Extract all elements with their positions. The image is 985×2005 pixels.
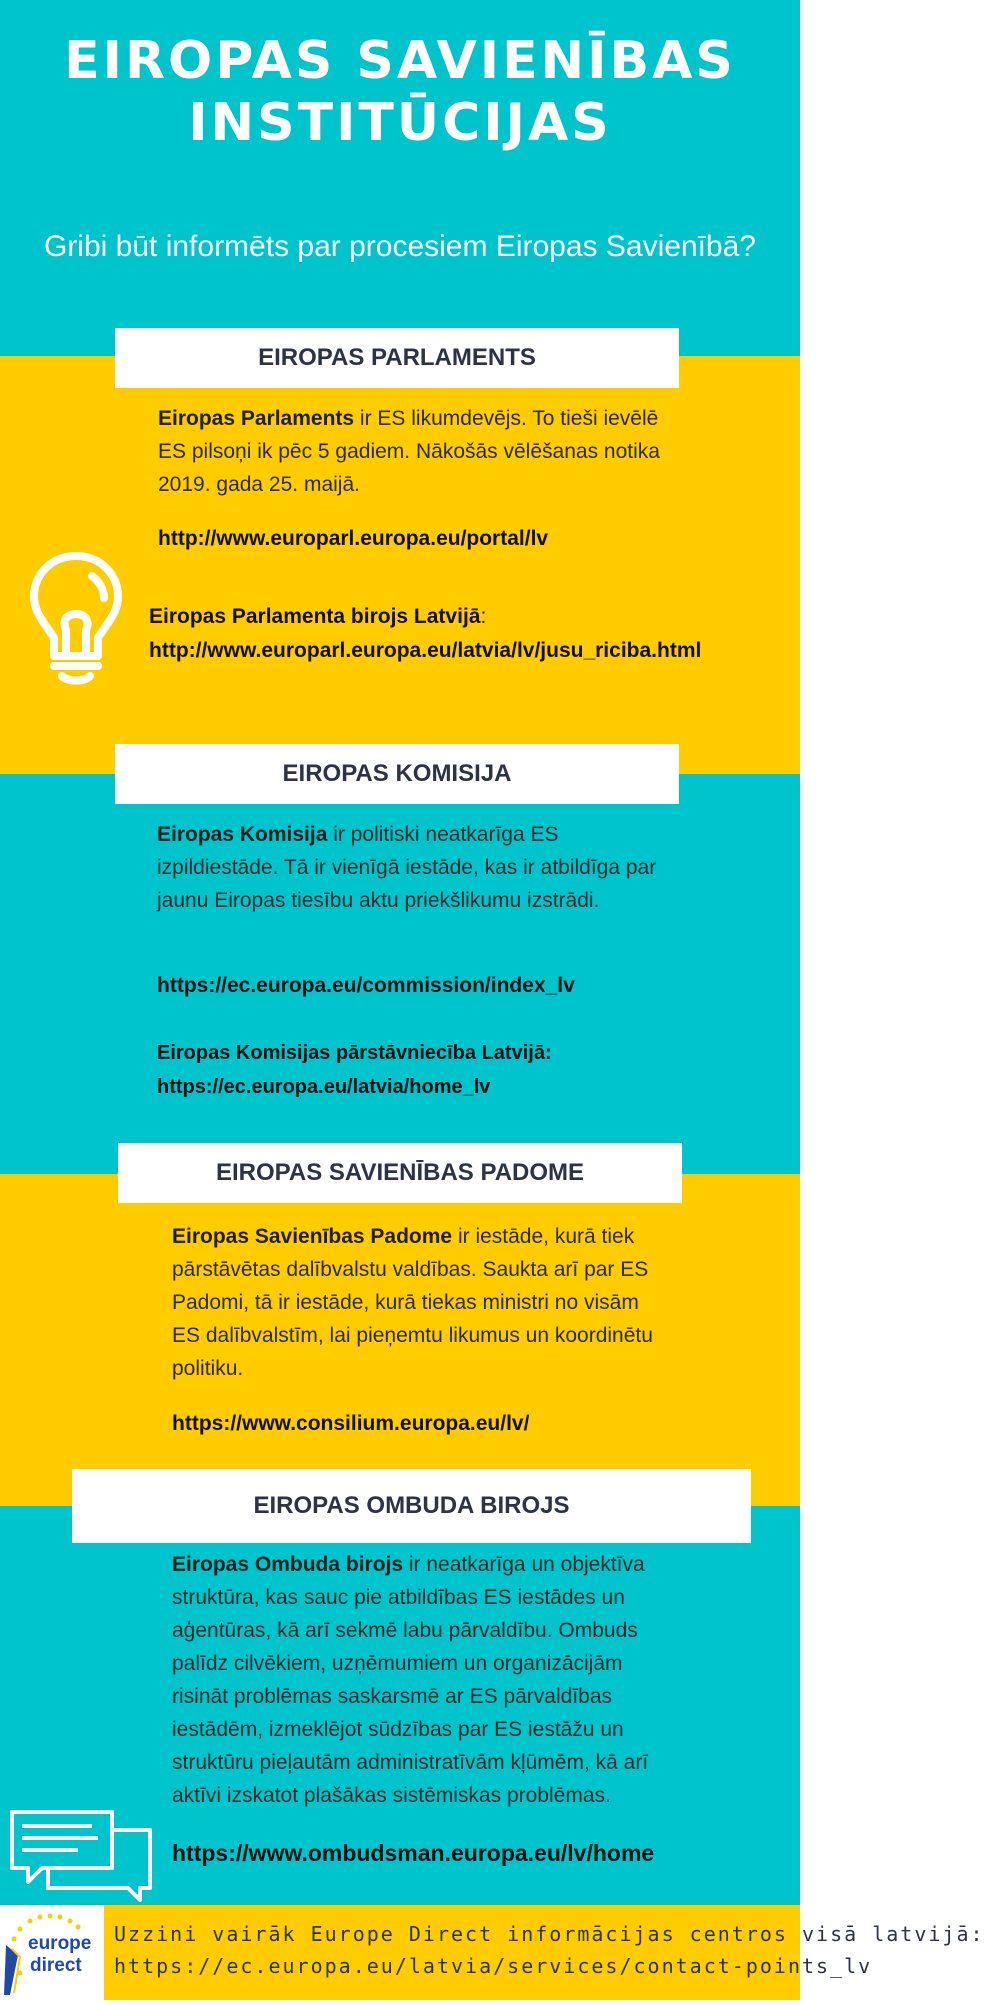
council-lead: Eiropas Savienības Padome	[172, 1225, 453, 1248]
commission-heading: EIROPAS KOMISIJA	[115, 744, 679, 804]
ombudsman-lead: Eiropas Ombuda birojs	[172, 1553, 404, 1576]
logo-word-europe: europe	[28, 1933, 92, 1954]
parliament-lead: Eiropas Parlaments	[158, 407, 355, 430]
footer-line-1: Uzzini vairāk Europe Direct informācijas centros visā latvijā:	[114, 1922, 985, 1946]
parliament-office-colon: :	[480, 605, 487, 628]
parliament-office-label: Eiropas Parlamenta birojs Latvijā	[149, 605, 481, 628]
council-heading: EIROPAS SAVIENĪBAS PADOME	[118, 1143, 682, 1203]
council-link[interactable]: https://www.consilium.europa.eu/lv/	[172, 1412, 530, 1435]
commission-office-link[interactable]: https://ec.europa.eu/latvia/home_lv	[157, 1076, 491, 1098]
council-description	[172, 1220, 662, 1385]
lightbulb-icon	[28, 550, 124, 686]
ombudsman-description	[172, 1548, 672, 1812]
title-line-2: INSTITŪCIJAS	[188, 93, 612, 153]
europe-direct-logo	[0, 1905, 104, 2000]
footer-line-2[interactable]: https://ec.europa.eu/latvia/services/contact-points_lv	[114, 1954, 873, 1978]
footer-text	[114, 1918, 985, 1982]
council-text: ir iestāde, kurā tiek pārstāvētas dalībvalstu valdības. Saukta arī par ES Padomi, tā ir iestāde, kurā tiekas ministri no visām ES dalībvalstīm, lai pieņemtu likumus un koordinētu politiku.	[172, 1225, 653, 1380]
ombudsman-link[interactable]: https://www.ombudsman.europa.eu/lv/home	[172, 1840, 655, 1866]
parliament-office	[149, 600, 486, 633]
page-title	[0, 30, 800, 154]
logo-word-direct: direct	[30, 1955, 82, 1976]
commission-lead: Eiropas Komisija	[157, 823, 328, 846]
ombudsman-text: ir neatkarīga un objektīva struktūra, kas sauc pie atbildības ES iestādes un aģentūras, kā arī sekmē labu pārvaldību. Ombuds palīdz cilvēkiem, uzņēmumiem un organizācijām risināt problēmas saskarsmē ar ES pārvaldības iestādēm, izmeklējot sūdzības par ES iestāžu un struktūru pieļautām administratīvām kļūmēm, kā arī aktīvi izskatot plašākas sistēmiskas problēmas.	[172, 1553, 649, 1807]
parliament-link[interactable]: http://www.europarl.europa.eu/portal/lv	[158, 527, 549, 550]
ombudsman-heading: EIROPAS OMBUDA BIROJS	[72, 1469, 751, 1543]
commission-text: ir politiski neatkarīga ES izpildiestāde. Tā ir vienīgā iestāde, kas ir atbildīga par jaunu Eiropas tiesību aktu priekšlikumu izstrādi.	[157, 823, 657, 912]
commission-office-label: Eiropas Komisijas pārstāvniecība Latvijā:	[157, 1042, 552, 1064]
parliament-heading: EIROPAS PARLAMENTS	[115, 328, 679, 388]
parliament-description	[158, 402, 678, 501]
commission-description	[157, 818, 657, 917]
title-line-1: EIROPAS SAVIENĪBAS	[64, 31, 736, 91]
commission-link[interactable]: https://ec.europa.eu/commission/index_lv	[157, 974, 575, 997]
parliament-office-link[interactable]: http://www.europarl.europa.eu/latvia/lv/jusu_riciba.html	[149, 639, 702, 662]
chat-bubbles-icon	[8, 1808, 152, 1904]
page-subtitle: Gribi būt informēts par procesiem Eiropas Savienībā?	[43, 230, 756, 263]
parliament-text: ir ES likumdevējs. To tieši ievēlē ES pilsoņi ik pēc 5 gadiem. Nākošās vēlēšanas notika 2019. gada 25. maijā.	[158, 407, 660, 496]
